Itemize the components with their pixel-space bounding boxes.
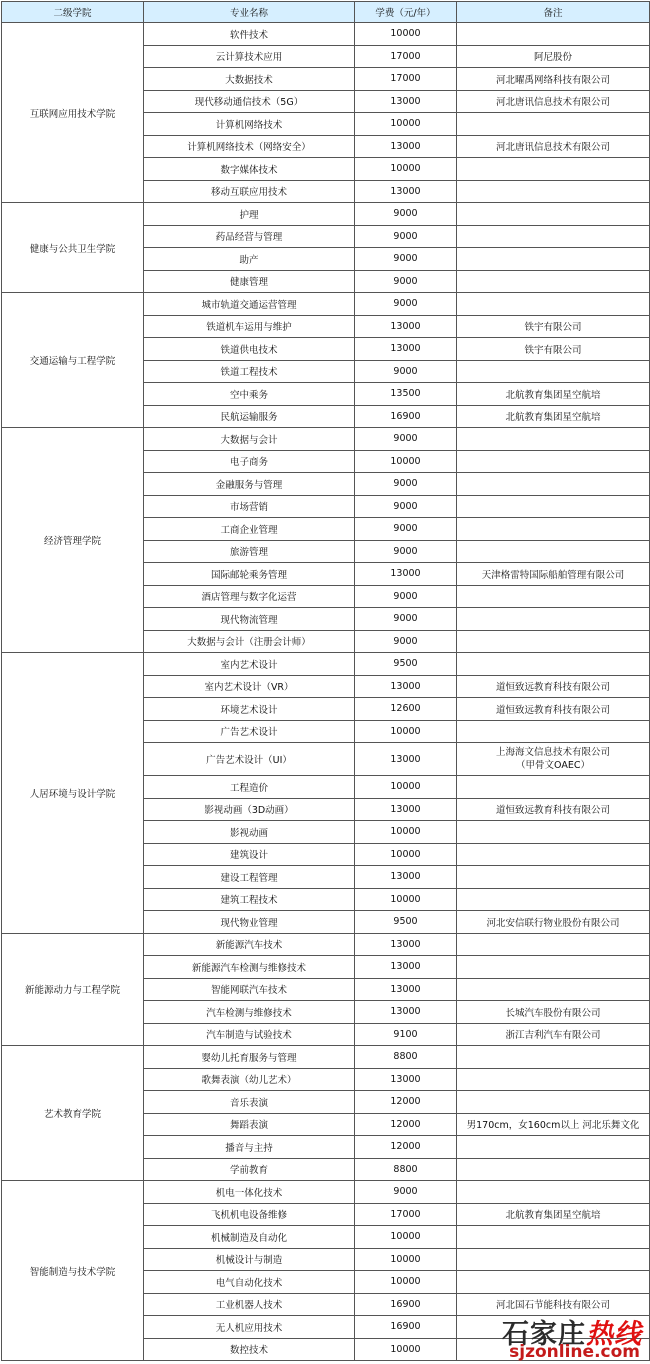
note-cell [457,1181,650,1204]
table-row [2,293,650,316]
fee-cell: 9000 [355,428,457,451]
fee-cell: 9000 [355,360,457,383]
fee-cell: 9000 [355,203,457,226]
fee-cell: 10000 [355,821,457,844]
header-fee: 学费（元/年） [355,2,457,23]
note-cell: 北航教育集团星空航培 [457,383,650,406]
note-cell [457,180,650,203]
fee-cell: 9000 [355,608,457,631]
major-cell: 电子商务 [144,450,355,473]
table-row [2,23,650,46]
note-cell: 男170cm，女160cm以上 河北乐舞文化 [457,1113,650,1136]
note-cell: 道恒致远教育科技有限公司 [457,698,650,721]
note-cell [457,495,650,518]
major-cell: 工商企业管理 [144,518,355,541]
major-cell: 无人机应用技术 [144,1316,355,1339]
note-cell: 北航教育集团星空航培 [457,405,650,428]
note-cell [457,776,650,799]
note-cell: 天津格雷特国际船舶管理有限公司 [457,563,650,586]
major-cell: 汽车检测与维修技术 [144,1001,355,1024]
note-cell [457,113,650,136]
fee-cell: 16900 [355,1316,457,1339]
fee-cell: 16900 [355,1293,457,1316]
major-cell: 现代物业管理 [144,911,355,934]
fee-cell: 13000 [355,90,457,113]
note-cell [457,203,650,226]
site-watermark [466,1312,644,1364]
major-cell: 影视动画（3D动画） [144,798,355,821]
major-cell: 机械制造及自动化 [144,1226,355,1249]
major-cell: 环境艺术设计 [144,698,355,721]
note-cell [457,743,650,776]
major-cell: 影视动画 [144,821,355,844]
note-cell: 铁宇有限公司 [457,338,650,361]
note-cell: 长城汽车股份有限公司 [457,1001,650,1024]
table-row [2,653,650,676]
note-cell [457,293,650,316]
note-cell [457,843,650,866]
watermark-city: 石家庄 [502,1319,586,1350]
major-cell: 铁道工程技术 [144,360,355,383]
table-row [2,428,650,451]
note-cell [457,428,650,451]
fee-cell: 17000 [355,45,457,68]
fee-cell: 17000 [355,68,457,91]
major-cell: 室内艺术设计 [144,653,355,676]
table-header-row [2,2,650,23]
major-cell: 工程造价 [144,776,355,799]
major-cell: 国际邮轮乘务管理 [144,563,355,586]
fee-cell: 12600 [355,698,457,721]
note-cell [457,1046,650,1069]
note-cell [457,540,650,563]
note-cell [457,720,650,743]
note-cell [457,1226,650,1249]
note-cell: 河北安信联行物业股份有限公司 [457,911,650,934]
note-cell [457,23,650,46]
fee-cell: 10000 [355,1248,457,1271]
fee-cell: 10000 [355,1226,457,1249]
note-cell: 河北曜禹网络科技有限公司 [457,68,650,91]
note-cell [457,866,650,889]
note-cell [457,248,650,271]
table-row [2,1046,650,1069]
note-cell [457,158,650,181]
major-cell: 金融服务与管理 [144,473,355,496]
table-row [2,203,650,226]
fee-cell: 13000 [355,1001,457,1024]
major-cell: 旅游管理 [144,540,355,563]
fee-cell: 13000 [355,338,457,361]
major-cell: 建设工程管理 [144,866,355,889]
major-cell: 智能网联汽车技术 [144,978,355,1001]
major-cell: 护理 [144,203,355,226]
note-cell: 道恒致远教育科技有限公司 [457,798,650,821]
note-cell: 河北国石节能科技有限公司 [457,1293,650,1316]
fee-cell: 17000 [355,1203,457,1226]
fee-cell: 9000 [355,1181,457,1204]
note-line-1: 上海海文信息技术有限公司 [495,747,610,758]
major-cell: 学前教育 [144,1158,355,1181]
fee-cell: 9500 [355,911,457,934]
college-cell: 人居环境与设计学院 [2,653,144,934]
fee-cell: 13000 [355,866,457,889]
note-cell [457,1091,650,1114]
note-line-2: （甲骨文OAEC） [516,760,590,771]
note-cell: 河北唐讯信息技术有限公司 [457,135,650,158]
fee-cell: 13500 [355,383,457,406]
fee-cell: 9000 [355,630,457,653]
table-row [2,1181,650,1204]
major-cell: 大数据与会计 [144,428,355,451]
header-college: 二级学院 [2,2,144,23]
major-cell: 铁道供电技术 [144,338,355,361]
college-cell: 互联网应用技术学院 [2,23,144,203]
fee-cell: 13000 [355,675,457,698]
note-cell: 北航教育集团星空航培 [457,1203,650,1226]
college-cell: 健康与公共卫生学院 [2,203,144,293]
major-cell: 新能源汽车技术 [144,933,355,956]
note-cell [457,270,650,293]
table-body [2,23,650,1361]
fee-cell: 9000 [355,293,457,316]
major-cell: 机电一体化技术 [144,1181,355,1204]
table-row [2,933,650,956]
fee-cell: 9000 [355,248,457,271]
major-cell: 酒店管理与数字化运营 [144,585,355,608]
fee-cell: 9000 [355,270,457,293]
fee-cell: 9000 [355,495,457,518]
fee-cell: 10000 [355,158,457,181]
major-cell: 大数据技术 [144,68,355,91]
fee-cell: 9000 [355,518,457,541]
fee-cell: 10000 [355,720,457,743]
note-cell: 阿尼股份 [457,45,650,68]
note-cell [457,225,650,248]
major-cell: 建筑工程技术 [144,888,355,911]
major-cell: 播音与主持 [144,1136,355,1159]
fee-cell: 10000 [355,1271,457,1294]
major-cell: 市场营销 [144,495,355,518]
header-major: 专业名称 [144,2,355,23]
major-cell: 电气自动化技术 [144,1271,355,1294]
tuition-table [1,1,650,1361]
note-cell [457,1271,650,1294]
major-cell: 飞机机电设备维修 [144,1203,355,1226]
note-cell [457,933,650,956]
fee-cell: 10000 [355,888,457,911]
fee-cell: 9000 [355,473,457,496]
major-cell: 空中乘务 [144,383,355,406]
fee-cell: 13000 [355,743,457,776]
fee-cell: 13000 [355,798,457,821]
major-cell: 移动互联应用技术 [144,180,355,203]
note-cell [457,585,650,608]
major-cell: 数控技术 [144,1338,355,1361]
major-cell: 婴幼儿托育服务与管理 [144,1046,355,1069]
fee-cell: 10000 [355,113,457,136]
major-cell: 数字媒体技术 [144,158,355,181]
major-cell: 云计算技术应用 [144,45,355,68]
major-cell: 音乐表演 [144,1091,355,1114]
fee-cell: 10000 [355,450,457,473]
fee-cell: 13000 [355,315,457,338]
note-cell: 浙江吉利汽车有限公司 [457,1023,650,1046]
fee-cell: 12000 [355,1091,457,1114]
college-cell: 交通运输与工程学院 [2,293,144,428]
major-cell: 民航运输服务 [144,405,355,428]
fee-cell: 13000 [355,1068,457,1091]
major-cell: 现代移动通信技术（5G） [144,90,355,113]
major-cell: 计算机网络技术（网络安全） [144,135,355,158]
college-cell: 经济管理学院 [2,428,144,653]
fee-cell: 13000 [355,933,457,956]
fee-cell: 13000 [355,978,457,1001]
major-cell: 城市轨道交通运营管理 [144,293,355,316]
note-cell [457,956,650,979]
fee-cell: 9000 [355,225,457,248]
major-cell: 新能源汽车检测与维修技术 [144,956,355,979]
fee-cell: 10000 [355,776,457,799]
major-cell: 室内艺术设计（VR） [144,675,355,698]
note-cell: 铁宇有限公司 [457,315,650,338]
note-cell [457,518,650,541]
note-cell [457,978,650,1001]
major-cell: 建筑设计 [144,843,355,866]
fee-cell: 13000 [355,956,457,979]
fee-cell: 8800 [355,1158,457,1181]
major-cell: 计算机网络技术 [144,113,355,136]
major-cell: 铁道机车运用与维护 [144,315,355,338]
note-cell [457,630,650,653]
major-cell: 汽车制造与试验技术 [144,1023,355,1046]
note-cell [457,450,650,473]
fee-cell: 13000 [355,563,457,586]
note-cell [457,1068,650,1091]
fee-cell: 16900 [355,405,457,428]
major-cell: 大数据与会计（注册会计师） [144,630,355,653]
note-cell [457,360,650,383]
major-cell: 歌舞表演（幼儿艺术） [144,1068,355,1091]
college-cell: 智能制造与技术学院 [2,1181,144,1361]
fee-cell: 10000 [355,843,457,866]
fee-cell: 12000 [355,1136,457,1159]
fee-cell: 13000 [355,135,457,158]
major-cell: 助产 [144,248,355,271]
note-cell [457,653,650,676]
note-cell [457,608,650,631]
note-cell [457,1136,650,1159]
fee-cell: 9100 [355,1023,457,1046]
header-note: 备注 [457,2,650,23]
fee-cell: 9500 [355,653,457,676]
note-cell [457,1158,650,1181]
major-cell: 工业机器人技术 [144,1293,355,1316]
college-cell: 新能源动力与工程学院 [2,933,144,1046]
fee-cell: 12000 [355,1113,457,1136]
watermark-url: sjzonline.com [509,1342,640,1362]
fee-cell: 8800 [355,1046,457,1069]
fee-cell: 10000 [355,1338,457,1361]
major-cell: 舞蹈表演 [144,1113,355,1136]
note-cell [457,821,650,844]
major-cell: 广告艺术设计 [144,720,355,743]
college-cell: 艺术教育学院 [2,1046,144,1181]
note-cell [457,473,650,496]
major-cell: 药品经营与管理 [144,225,355,248]
fee-cell: 13000 [355,180,457,203]
note-cell: 河北唐讯信息技术有限公司 [457,90,650,113]
major-cell: 健康管理 [144,270,355,293]
major-cell: 机械设计与制造 [144,1248,355,1271]
note-cell: 道恒致远教育科技有限公司 [457,675,650,698]
major-cell: 软件技术 [144,23,355,46]
fee-cell: 9000 [355,540,457,563]
watermark-hot: 热线 [586,1319,642,1350]
major-cell: 广告艺术设计（UI） [144,743,355,776]
note-cell [457,888,650,911]
major-cell: 现代物流管理 [144,608,355,631]
fee-cell: 9000 [355,585,457,608]
fee-cell: 10000 [355,23,457,46]
note-cell [457,1248,650,1271]
